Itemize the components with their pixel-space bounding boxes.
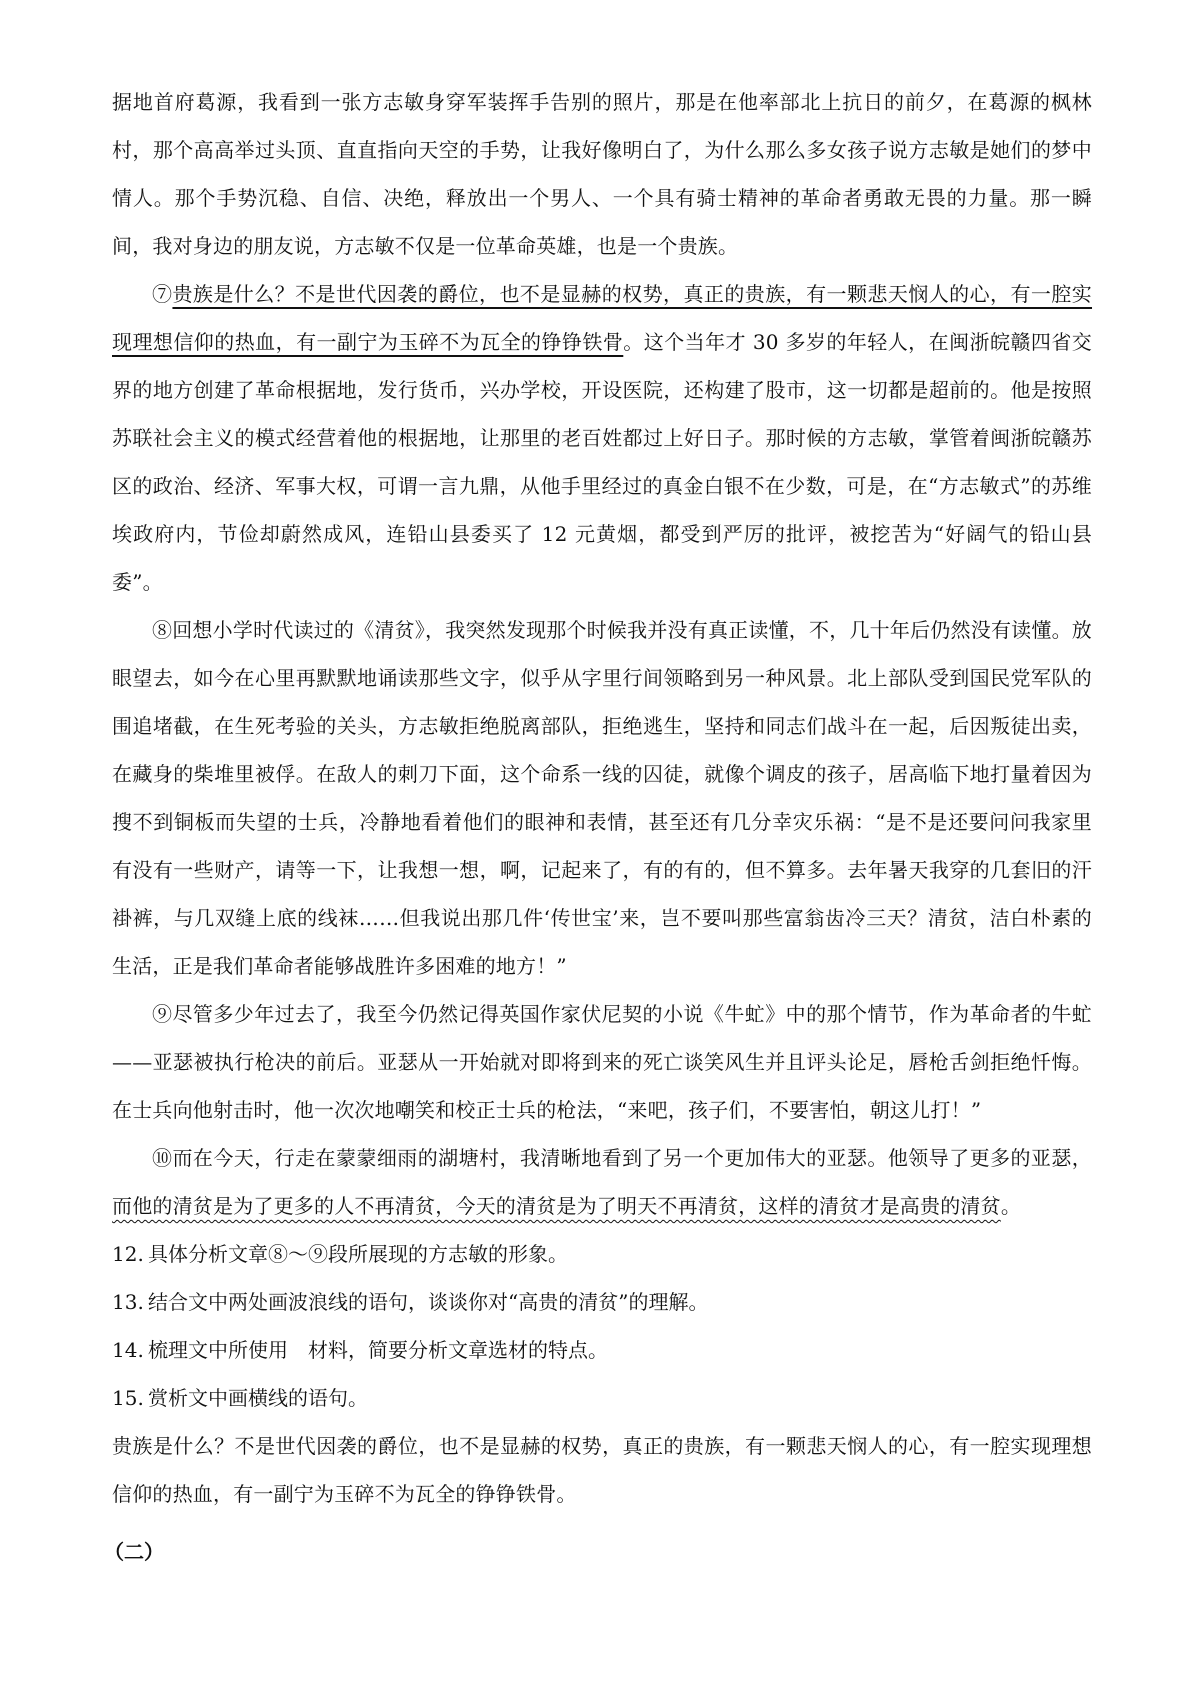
section-title: （二） [104,1540,164,1564]
wavy-underlined-sentence: 而他的清贫是为了更多的人不再清贫，今天的清贫是为了明天不再清贫，这样的清贫才是高贵的清贫 [112,1194,1001,1218]
paragraph-7-marker: ⑦ [152,282,173,306]
paragraph-7-rest: 。这个当年才 30 多岁的年轻人，在闽浙皖赣四省交界的地方创建了革命根据地，发行货币，兴办学校，开设医院，还构建了股市，这一切都是超前的。他是按照苏联社会主义的模式经营着他的根据地，让那里的老百姓都过上好日子。那时候的方志敏，掌管着闽浙皖赣苏区的政治、经济、军事大权，可谓一言九鼎，从他手里经过的真金白银不在少数，可是，在“方志敏式”的苏维埃政府内，节俭却蔚然成风，连铅山县委买了 12 元黄烟，都受到严厉的批评，被挖苦为“好阔气的铅山县委”。 [112,330,1092,594]
paragraph-10-end: 。 [1000,1194,1022,1218]
paragraph-10-plain: 而在今天，行走在蒙蒙细雨的湖塘村，我清晰地看到了另一个更加伟大的亚瑟。他领导了更多的亚瑟， [172,1146,1093,1170]
paragraph-6-continued: 据地首府葛源，我看到一张方志敏身穿军装挥手告别的照片，那是在他率部北上抗日的前夕，在葛源的枫林村，那个高高举过头顶、直直指向天空的手势，让我好像明白了，为什么那么多女孩子说方志敏是她们的梦中情人。那个手势沉稳、自信、决绝，释放出一个男人、一个具有骑士精神的革命者勇敢无畏的力量。那一瞬间，我对身边的朋友说，方志敏不仅是一位革命英雄，也是一个贵族。 [112,90,1092,258]
paragraph-10 [112,1134,1092,1230]
question-15 [112,1374,1092,1422]
question-13 [112,1278,1092,1326]
question-text: 赏析文中画横线的语句。 [148,1386,368,1410]
paragraph-10-marker: ⑩ [152,1146,173,1170]
question-list [112,1230,1092,1422]
question-text: 结合文中两处画波浪线的语句，谈谈你对“高贵的清贫”的理解。 [148,1290,709,1314]
question-text: 具体分析文章⑧～⑨段所展现的方志敏的形象。 [148,1242,568,1266]
paragraph-7 [112,270,1092,606]
question-number: 13. [112,1290,144,1314]
document-page [104,78,1093,1576]
question-12 [112,1230,1092,1278]
question-number: 12. [112,1242,144,1266]
question-number: 15. [112,1386,144,1410]
paragraph-9: ⑨尽管多少年过去了，我至今仍然记得英国作家伏尼契的小说《牛虻》中的那个情节，作为革命者的牛虻——亚瑟被执行枪决的前后。亚瑟从一开始就对即将到来的死亡谈笑风生并且评头论足，唇枪舌剑拒绝忏悔。在士兵向他射击时，他一次次地嘲笑和校正士兵的枪法，“来吧，孩子们，不要害怕，朝这儿打！” [112,1002,1092,1122]
question-text: 梳理文中所使用 材料，简要分析文章选材的特点。 [148,1338,608,1362]
question-14 [112,1326,1092,1374]
underlined-sentence: 贵族是什么？不是世代因袭的爵位，也不是显赫的权势，真正的贵族，有一颗悲天悯人的心，有一腔实现理想信仰的热血，有一副宁为玉碎不为瓦全的铮铮铁骨 [112,282,1093,354]
question-number: 14. [112,1338,144,1362]
paragraph-8: ⑧回想小学时代读过的《清贫》，我突然发现那个时候我并没有真正读懂，不，几十年后仍然没有读懂。放眼望去，如今在心里再默默地诵读那些文字，似乎从字里行间领略到另一种风景。北上部队受到国民党军队的围追堵截，在生死考验的关头，方志敏拒绝脱离部队，拒绝逃生，坚持和同志们战斗在一起，后因叛徒出卖，在藏身的柴堆里被俘。在敌人的刺刀下面，这个命系一线的囚徒，就像个调皮的孩子，居高临下地打量着因为搜不到铜板而失望的士兵，冷静地看着他们的眼神和表情，甚至还有几分幸灾乐祸：“是不是还要问问我家里有没有一些财产，请等一下，让我想一想，啊，记起来了，有的有的，但不算多。去年暑天我穿的几套旧的汗褂裤，与几双缝上底的线袜……但我说出那几件‘传世宝’来，岂不要叫那些富翁齿冷三天？清贫，洁白朴素的生活，正是我们革命者能够战胜许多困难的地方！” [112,618,1092,978]
quoted-sentence: 贵族是什么？不是世代因袭的爵位，也不是显赫的权势，真正的贵族，有一颗悲天悯人的心，有一腔实现理想信仰的热血，有一副宁为玉碎不为瓦全的铮铮铁骨。 [112,1434,1092,1506]
